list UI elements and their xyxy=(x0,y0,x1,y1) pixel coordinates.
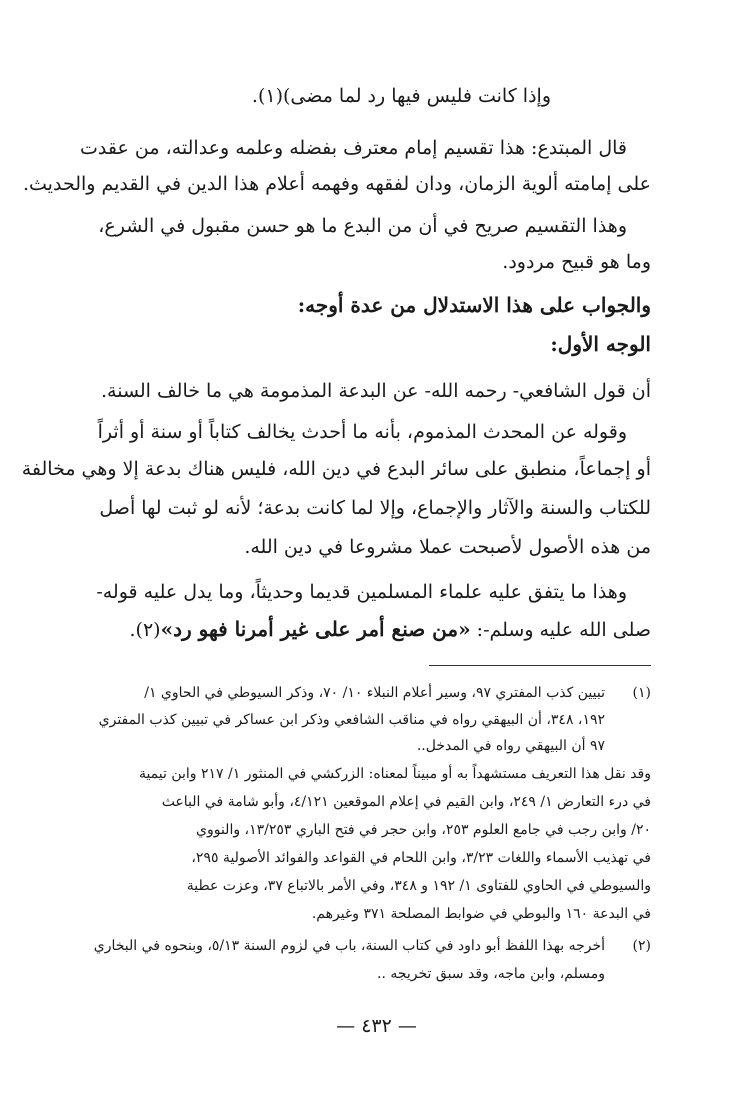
footnote-line: ومسلم، وابن ماجه، وقد سبق تخريجه .. xyxy=(377,966,605,982)
footnote-line: تبيين كذب المفتري ٩٧، وسير أعلام النبلاء ١٠/ ٧٠، وذكر السيوطي في الحاوي ١/ xyxy=(144,685,605,701)
section-heading: والجواب على هذا الاستدلال من عدة أوجه: xyxy=(297,293,651,317)
paragraph-line: وقوله عن المحدث المذموم، بأنه ما أحدث يخالف كتاباً أو سنة أو أثراً xyxy=(97,421,627,443)
paragraph-line: وما هو قبيح مردود. xyxy=(502,251,651,273)
footnote-line: في درء التعارض ١/ ٢٤٩، وابن القيم في إعلام الموقعين ٤/١٢١، وأبو شامة في الباعث xyxy=(161,794,651,810)
footnote-line: ٩٧ أن البيهقي رواه في المدخل.. xyxy=(416,738,605,754)
paragraph-line xyxy=(95,617,651,642)
footnote-line: في تهذيب الأسماء واللغات ٣/٢٣، وابن اللحام في القواعد والفوائد الأصولية ٢٩٥، xyxy=(191,850,651,866)
footnote-line: ٢٠/ وابن رجب في جامع العلوم ٢٥٣، وابن حجر في فتح الباري ١٣/٢٥٣، والنووي xyxy=(196,822,651,838)
footnote-line: وقد نقل هذا التعريف مستشهداً به أو مبيناً لمعناه: الزركشي في المنثور ١/ ٢١٧ وابن تيمية xyxy=(138,766,651,782)
paragraph-line: وهذا ما يتفق عليه علماء المسلمين قديما وحديثاً، وما يدل عليه قوله- xyxy=(96,581,627,603)
footnote-line: ١٩٢، ٣٤٨، أن البيهقي رواه في مناقب الشافعي وذكر ابن عساكر في تبيين كذب المفتري xyxy=(98,712,605,728)
paragraph-line: وهذا التقسيم صريح في أن من البدع ما هو حسن مقبول في الشرع، xyxy=(98,215,627,237)
footnote-line: أخرجه بهذا اللفظ أبو داود في كتاب السنة، باب في لزوم السنة ٥/١٣، وبنحوه في البخاري xyxy=(93,938,605,954)
paragraph-line: من هذه الأصول لأصبحت عملا مشروعا في دين الله. xyxy=(244,536,651,558)
footnote-number: (١) xyxy=(632,685,651,701)
footnote-number: (٢) xyxy=(632,938,651,954)
footnote-divider xyxy=(429,665,651,666)
footnote-ref: (٢). xyxy=(129,619,161,641)
page-number: — ٤٣٢ — xyxy=(336,1015,417,1037)
paragraph-line: قال المبتدع: هذا تقسيم إمام معترف بفضله وعلمه وعدالته، من عقدت xyxy=(80,137,627,159)
subsection-heading: الوجه الأول: xyxy=(550,332,651,356)
paragraph-line: للكتاب والسنة والآثار والإجماع، وإلا لما كانت بدعة؛ لأنه لو ثبت لها أصل xyxy=(99,497,651,519)
paragraph-line: وإذا كانت فليس فيها رد لما مضى)(١). xyxy=(251,85,551,107)
footnote-line: في البدعة ١٦٠ والبوطي في ضوابط المصلحة ٣٧١ وغيرهم. xyxy=(311,906,651,922)
paragraph-line: على إمامته ألوية الزمان، ودان لفقهه وفهمه أعلام هذا الدين في القديم والحديث. xyxy=(22,173,651,195)
text-run: صلى الله عليه وسلم-: xyxy=(470,619,651,641)
paragraph-line: أو إجماعاً، منطبق على سائر البدع في دين الله، فليس هناك بدعة إلا وهي مخالفة xyxy=(21,458,651,480)
paragraph-line: أن قول الشافعي- رحمه الله- عن البدعة المذمومة هي ما خالف السنة. xyxy=(100,380,651,402)
hadith-quote: «من صنع أمر على غير أمرنا فهو رد» xyxy=(160,617,471,641)
footnote-line: والسيوطي في الحاوي للفتاوى ١/ ١٩٢ و ٣٤٨، وفي الأمر بالاتباع ٣٧، وعزت عطية xyxy=(186,878,651,894)
